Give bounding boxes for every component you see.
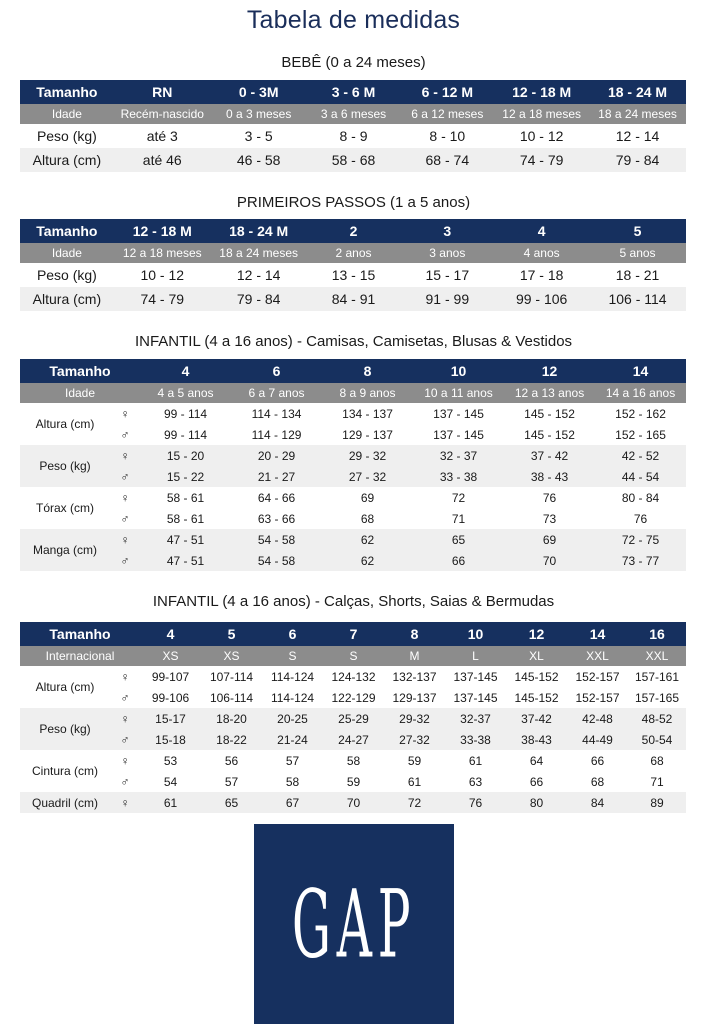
table-cell: 114-124: [270, 669, 315, 684]
table-cell: 152 - 162: [615, 406, 666, 421]
table-cell: 73 - 77: [595, 550, 686, 571]
table-cell: 61: [407, 774, 422, 789]
intl-cell: M: [384, 646, 445, 666]
male-icon: ♂: [110, 729, 140, 750]
table-cell: 72: [451, 490, 466, 505]
table-cell: 15 - 17: [425, 267, 470, 283]
intl-cell: S: [323, 646, 384, 666]
table-cell: 10 - 12: [140, 267, 185, 283]
female-icon: ♀: [110, 445, 140, 466]
table-cell: 8 - 10: [429, 128, 466, 144]
intl-cell: Internacional: [20, 646, 140, 666]
table-row: [20, 287, 686, 311]
table-cell: 70: [323, 792, 384, 813]
table-cell: 54 - 58: [231, 529, 322, 550]
header-cell: 7: [323, 622, 384, 646]
table-cell: 29-32: [384, 708, 445, 729]
male-icon: ♂: [110, 550, 140, 571]
header-cell: 12 - 18 M: [494, 80, 589, 104]
female-icon: ♀: [120, 490, 130, 505]
male-icon: ♂: [120, 511, 130, 526]
header-cell: 18 - 24 M: [211, 219, 307, 243]
table-row: [20, 771, 686, 792]
table-cell: até 3: [146, 128, 178, 144]
table-cell: 145 - 152: [524, 427, 575, 442]
header-cell: 4: [140, 622, 201, 646]
table-cell: 24-27: [323, 729, 384, 750]
table-row: [20, 487, 686, 508]
table-cell: 80 - 84: [621, 490, 660, 505]
table-cell: 37 - 42: [504, 445, 595, 466]
table-cell: 13 - 15: [331, 267, 376, 283]
header-cell: Tamanho: [20, 80, 114, 104]
row-label: Cintura (cm): [31, 764, 98, 778]
table-cell: 29 - 32: [322, 445, 413, 466]
header-cell: RN: [114, 80, 211, 104]
table-cell: 38 - 43: [504, 466, 595, 487]
table-cell: 61: [468, 753, 483, 768]
table-cell: 134 - 137: [342, 406, 393, 421]
table-cell: 99-107: [151, 669, 190, 684]
table-cell: 68 - 74: [400, 148, 494, 172]
table-cell: 58 - 61: [166, 490, 205, 505]
table-cell: 33-38: [445, 729, 506, 750]
header-cell: 12: [506, 622, 567, 646]
table-cell: 15-18: [140, 729, 201, 750]
table-cell: 61: [140, 792, 201, 813]
table-cell: 72: [384, 792, 445, 813]
table-cell: 44-49: [567, 729, 628, 750]
table-cell: 42 - 52: [595, 445, 686, 466]
table-cell: 152 - 165: [615, 427, 666, 442]
table-cell: 99-106: [151, 690, 190, 705]
header-cell: 5: [201, 622, 262, 646]
table-cell: 79 - 84: [211, 287, 307, 311]
table-cell: 10 - 12: [519, 128, 564, 144]
table-cell: 27 - 32: [322, 466, 413, 487]
table-cell: 38-43: [506, 729, 567, 750]
table-cell: 58: [346, 753, 361, 768]
table-cell: 58: [285, 774, 300, 789]
table-cell: 64 - 66: [257, 490, 296, 505]
table-cell: 50-54: [628, 729, 686, 750]
table-cell: 15 - 20: [140, 445, 231, 466]
header-cell: 12 - 18 M: [114, 219, 211, 243]
table-row: [20, 666, 686, 687]
table-cell: 91 - 99: [400, 287, 494, 311]
kids-bottoms-section-title: INFANTIL (4 a 16 anos) - Calças, Shorts, Saias & Bermudas: [152, 593, 555, 610]
table-cell: 122-129: [331, 690, 376, 705]
baby-section-title: BEBÊ (0 a 24 meses): [281, 54, 426, 71]
table-cell: 44 - 54: [595, 466, 686, 487]
table-cell: 80: [506, 792, 567, 813]
table-cell: 114 - 129: [251, 427, 302, 442]
table-cell: 89: [628, 792, 686, 813]
row-label: Altura (cm): [35, 417, 95, 431]
table-row: [20, 792, 686, 813]
header-cell: 14: [567, 622, 628, 646]
table-cell: 137-145: [453, 669, 498, 684]
table-cell: 72 - 75: [595, 529, 686, 550]
table-cell: 145-152: [514, 669, 559, 684]
table-cell: 58 - 61: [166, 511, 205, 526]
table-cell: 106-114: [209, 690, 254, 705]
table-cell: 76: [445, 792, 506, 813]
row-label: Peso (kg): [20, 708, 110, 750]
table-row: [20, 687, 686, 708]
table-cell: 18-20: [201, 708, 262, 729]
header-cell: 14: [595, 359, 686, 383]
header-cell: 0 - 3M: [211, 80, 307, 104]
intl-cell: XS: [140, 646, 201, 666]
row-label: Quadril (cm): [20, 792, 110, 813]
kids-bottoms-header-row: [20, 622, 686, 646]
age-cell: Recém-nascido: [114, 104, 211, 124]
age-cell: Idade: [20, 243, 114, 263]
gap-logo: [254, 824, 454, 1024]
male-icon: ♂: [120, 427, 130, 442]
table-cell: 66: [413, 550, 504, 571]
table-cell: 37-42: [506, 708, 567, 729]
table-cell: 71: [451, 511, 466, 526]
row-label: Peso (kg): [36, 128, 97, 144]
header-cell: 6: [231, 359, 322, 383]
kids-tops-header-row: [20, 359, 686, 383]
table-cell: 32 - 37: [413, 445, 504, 466]
age-cell: 12 a 18 meses: [494, 104, 589, 124]
table-cell: 20-25: [262, 708, 323, 729]
table-cell: 84: [567, 792, 628, 813]
header-cell: 18 - 24 M: [589, 80, 686, 104]
header-cell: Tamanho: [20, 219, 114, 243]
male-icon: ♂: [120, 774, 130, 789]
table-cell: 62: [322, 550, 413, 571]
kids-tops-size-table: [20, 359, 686, 571]
table-cell: 66: [529, 774, 544, 789]
row-label: Manga (cm): [20, 529, 110, 571]
header-cell: 3 - 6 M: [307, 80, 401, 104]
header-cell: 10: [445, 622, 506, 646]
table-cell: 62: [322, 529, 413, 550]
female-icon: ♀: [120, 669, 130, 684]
age-cell: 10 a 11 anos: [413, 383, 504, 403]
row-label: Tórax (cm): [36, 501, 94, 515]
female-icon: ♀: [110, 708, 140, 729]
table-cell: até 46: [114, 148, 211, 172]
table-cell: 66: [590, 753, 605, 768]
table-cell: 152-157: [575, 690, 620, 705]
table-cell: 68: [650, 753, 664, 768]
baby-header-row: [20, 80, 686, 104]
table-cell: 18-22: [201, 729, 262, 750]
intl-cell: S: [262, 646, 323, 666]
age-cell: 6 a 12 meses: [400, 104, 494, 124]
table-cell: 42-48: [567, 708, 628, 729]
table-cell: 145-152: [514, 690, 559, 705]
table-cell: 17 - 18: [519, 267, 564, 283]
baby-size-table: [20, 80, 686, 172]
age-cell: 18 a 24 meses: [589, 104, 686, 124]
header-cell: 10: [413, 359, 504, 383]
table-cell: 84 - 91: [307, 287, 401, 311]
intl-cell: XXL: [628, 646, 686, 666]
table-cell: 54: [163, 774, 178, 789]
table-cell: 65: [201, 792, 262, 813]
table-cell: 63: [468, 774, 483, 789]
header-cell: 3: [400, 219, 494, 243]
header-cell: 2: [307, 219, 401, 243]
table-cell: 64: [529, 753, 544, 768]
table-cell: 99 - 114: [163, 427, 208, 442]
table-cell: 129 - 137: [342, 427, 393, 442]
table-row: [20, 529, 686, 550]
age-cell: Idade: [20, 383, 140, 403]
table-row: [20, 263, 686, 287]
table-cell: 47 - 51: [140, 529, 231, 550]
row-label: Altura (cm): [20, 287, 114, 311]
table-cell: 3 - 5: [244, 128, 273, 144]
table-cell: 68: [590, 774, 605, 789]
table-cell: 137 - 145: [433, 427, 484, 442]
header-cell: 12: [504, 359, 595, 383]
table-row: [20, 508, 686, 529]
age-cell: 14 a 16 anos: [595, 383, 686, 403]
row-label: Peso (kg): [36, 267, 97, 283]
age-cell: 18 a 24 meses: [211, 243, 307, 263]
age-cell: 3 a 6 meses: [307, 104, 401, 124]
female-icon: ♀: [110, 792, 140, 813]
table-row: [20, 124, 686, 148]
table-cell: 20 - 29: [231, 445, 322, 466]
intl-cell: XXL: [567, 646, 628, 666]
table-cell: 63 - 66: [257, 511, 296, 526]
table-cell: 69: [504, 529, 595, 550]
table-cell: 21 - 27: [231, 466, 322, 487]
header-cell: 8: [384, 622, 445, 646]
table-cell: 114 - 134: [251, 406, 302, 421]
table-cell: 56: [224, 753, 239, 768]
table-cell: 8 - 9: [339, 128, 368, 144]
table-cell: 137 - 145: [433, 406, 484, 421]
age-cell: 3 anos: [400, 243, 494, 263]
header-cell: 4: [140, 359, 231, 383]
row-label: Peso (kg): [20, 445, 110, 487]
table-row: [20, 445, 686, 466]
table-cell: 21-24: [262, 729, 323, 750]
table-cell: 59: [407, 753, 422, 768]
kids-bottoms-size-table: [20, 622, 686, 813]
table-cell: 99 - 114: [163, 406, 208, 421]
table-cell: 107-114: [209, 669, 254, 684]
row-label: Altura (cm): [35, 680, 95, 694]
table-row: [20, 424, 686, 445]
table-row: [20, 466, 686, 487]
kids-tops-age-row: [20, 383, 686, 403]
table-cell: 15 - 22: [140, 466, 231, 487]
kids-bottoms-intl-row: [20, 646, 686, 666]
toddler-header-row: [20, 219, 686, 243]
age-cell: 0 a 3 meses: [211, 104, 307, 124]
age-cell: 12 a 13 anos: [504, 383, 595, 403]
table-cell: 67: [262, 792, 323, 813]
table-cell: 65: [413, 529, 504, 550]
table-cell: 32-37: [445, 708, 506, 729]
header-cell: 5: [589, 219, 686, 243]
female-icon: ♀: [110, 529, 140, 550]
table-cell: 129-137: [392, 690, 437, 705]
table-cell: 25-29: [323, 708, 384, 729]
table-cell: 12 - 14: [615, 128, 660, 144]
age-cell: Idade: [20, 104, 114, 124]
header-cell: 8: [322, 359, 413, 383]
age-cell: 6 a 7 anos: [231, 383, 322, 403]
table-cell: 157-161: [634, 669, 680, 684]
male-icon: ♂: [120, 690, 130, 705]
table-cell: 114-124: [270, 690, 315, 705]
toddler-section-title: PRIMEIROS PASSOS (1 a 5 anos): [236, 194, 471, 211]
toddler-size-table: [20, 219, 686, 311]
table-row: [20, 729, 686, 750]
page-title: Tabela de medidas: [246, 6, 461, 34]
age-cell: 4 anos: [494, 243, 589, 263]
table-cell: 18 - 21: [615, 267, 660, 283]
table-row: [20, 550, 686, 571]
table-cell: 53: [163, 753, 178, 768]
header-cell: Tamanho: [20, 359, 140, 383]
table-cell: 68: [360, 511, 375, 526]
table-cell: 57: [224, 774, 239, 789]
header-cell: 16: [628, 622, 686, 646]
table-cell: 71: [650, 774, 664, 789]
age-cell: 12 a 18 meses: [114, 243, 211, 263]
table-cell: 74 - 79: [494, 148, 589, 172]
table-cell: 33 - 38: [413, 466, 504, 487]
female-icon: ♀: [120, 753, 130, 768]
table-row: [20, 403, 686, 424]
male-icon: ♂: [110, 466, 140, 487]
table-cell: 145 - 152: [524, 406, 575, 421]
table-cell: 27-32: [384, 729, 445, 750]
table-cell: 137-145: [453, 690, 498, 705]
table-row: [20, 750, 686, 771]
row-label: Altura (cm): [20, 148, 114, 172]
table-cell: 132-137: [392, 669, 437, 684]
intl-cell: XL: [506, 646, 567, 666]
table-cell: 124-132: [331, 669, 376, 684]
intl-cell: L: [445, 646, 506, 666]
table-cell: 48-52: [628, 708, 686, 729]
age-cell: 5 anos: [589, 243, 686, 263]
table-cell: 76: [542, 490, 557, 505]
table-cell: 47 - 51: [140, 550, 231, 571]
kids-tops-section-title: INFANTIL (4 a 16 anos) - Camisas, Camisetas, Blusas & Vestidos: [134, 333, 573, 350]
gap-logo-text: GAP: [291, 869, 417, 979]
table-cell: 73: [542, 511, 557, 526]
age-cell: 2 anos: [307, 243, 401, 263]
table-cell: 59: [346, 774, 361, 789]
table-cell: 152-157: [575, 669, 620, 684]
table-cell: 46 - 58: [211, 148, 307, 172]
table-cell: 157-165: [634, 690, 680, 705]
table-cell: 69: [360, 490, 375, 505]
table-row: [20, 148, 686, 172]
table-cell: 74 - 79: [114, 287, 211, 311]
intl-cell: XS: [201, 646, 262, 666]
female-icon: ♀: [120, 406, 130, 421]
table-cell: 57: [285, 753, 300, 768]
header-cell: 4: [494, 219, 589, 243]
header-cell: Tamanho: [20, 622, 140, 646]
table-cell: 70: [504, 550, 595, 571]
table-cell: 79 - 84: [589, 148, 686, 172]
age-cell: 8 a 9 anos: [322, 383, 413, 403]
table-cell: 12 - 14: [236, 267, 281, 283]
header-cell: 6: [262, 622, 323, 646]
header-cell: 6 - 12 M: [400, 80, 494, 104]
table-cell: 54 - 58: [231, 550, 322, 571]
table-cell: 99 - 106: [494, 287, 589, 311]
table-cell: 106 - 114: [589, 287, 686, 311]
table-cell: 76: [633, 511, 648, 526]
toddler-age-row: [20, 243, 686, 263]
table-row: [20, 708, 686, 729]
table-cell: 15-17: [140, 708, 201, 729]
age-cell: 4 a 5 anos: [140, 383, 231, 403]
baby-age-row: [20, 104, 686, 124]
table-cell: 58 - 68: [307, 148, 401, 172]
